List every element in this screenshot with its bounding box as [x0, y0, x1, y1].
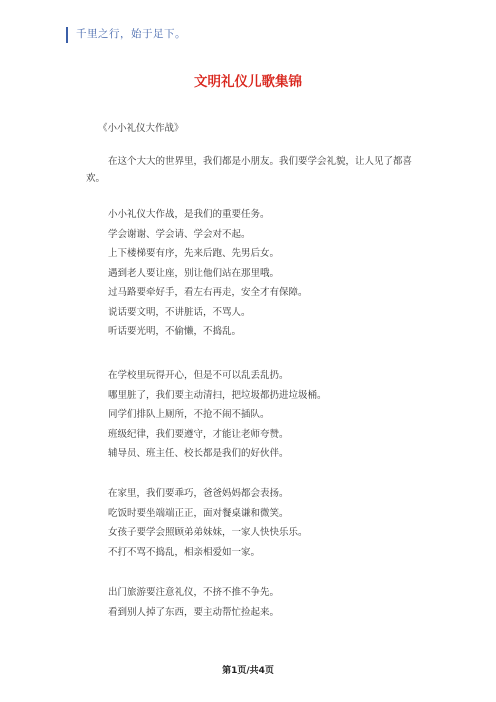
header-motto: 千里之行，始于足下。 — [76, 28, 186, 40]
poem-line: 上下楼梯要有序，先来后跑、先男后女。 — [108, 248, 280, 259]
poem-line: 听话要光明，不偷懒，不捣乱。 — [108, 326, 242, 337]
poem-line: 同学们排队上厕所，不抢不闹不插队。 — [108, 409, 270, 420]
poem-line: 班级纪律，我们要遵守，才能让老师夸赞。 — [108, 428, 289, 440]
stanza-2 — [108, 366, 448, 464]
poem-line: 在家里，我们要乖巧，爸爸妈妈都会表扬。 — [108, 488, 289, 499]
poem-line: 小小礼仪大作战，是我们的重要任务。 — [108, 209, 270, 220]
stanza-3 — [108, 484, 448, 562]
poem-line: 说话要文明，不讲脏话，不骂人。 — [108, 306, 251, 318]
poem-line: 过马路要牵好手，看左右再走，安全才有保障。 — [108, 287, 308, 298]
document-subtitle: 《小小礼仪大作战》 — [98, 123, 184, 134]
poem-line: 遇到老人要让座，别让他们站在那里哦。 — [108, 267, 280, 279]
page-number: 第1页/共4页 — [222, 666, 274, 676]
poem-line: 不打不骂不捣乱，相亲相爱如一家。 — [108, 546, 261, 558]
poem-line: 学会谢谢、学会请、学会对不起。 — [108, 228, 251, 240]
document-title: 文明礼仪儿歌集锦 — [194, 74, 302, 90]
poem-line: 吃饭时要坐端端正正，面对餐桌谦和微笑。 — [108, 507, 289, 519]
stanza-4 — [108, 583, 448, 622]
stanza-1 — [108, 205, 448, 342]
poem-line: 女孩子要学会照顾弟弟妹妹，一家人快快乐乐。 — [108, 527, 308, 538]
header-accent-bar — [66, 27, 68, 43]
poem-line: 看到别人掉了东西，要主动帮忙捡起来。 — [108, 606, 280, 618]
poem-line: 辅导员、班主任、校长都是我们的好伙伴。 — [108, 448, 289, 459]
intro-paragraph: 在这个大大的世界里，我们都是小朋友。我们要学会礼貌，让人见了都喜欢。 — [86, 156, 413, 184]
poem-line: 在学校里玩得开心，但是不可以乱丢乱扔。 — [108, 370, 289, 381]
poem-line: 哪里脏了，我们要主动清扫，把垃圾都扔进垃圾桶。 — [108, 389, 327, 401]
poem-line: 出门旅游要注意礼仪，不挤不推不争先。 — [108, 587, 280, 598]
